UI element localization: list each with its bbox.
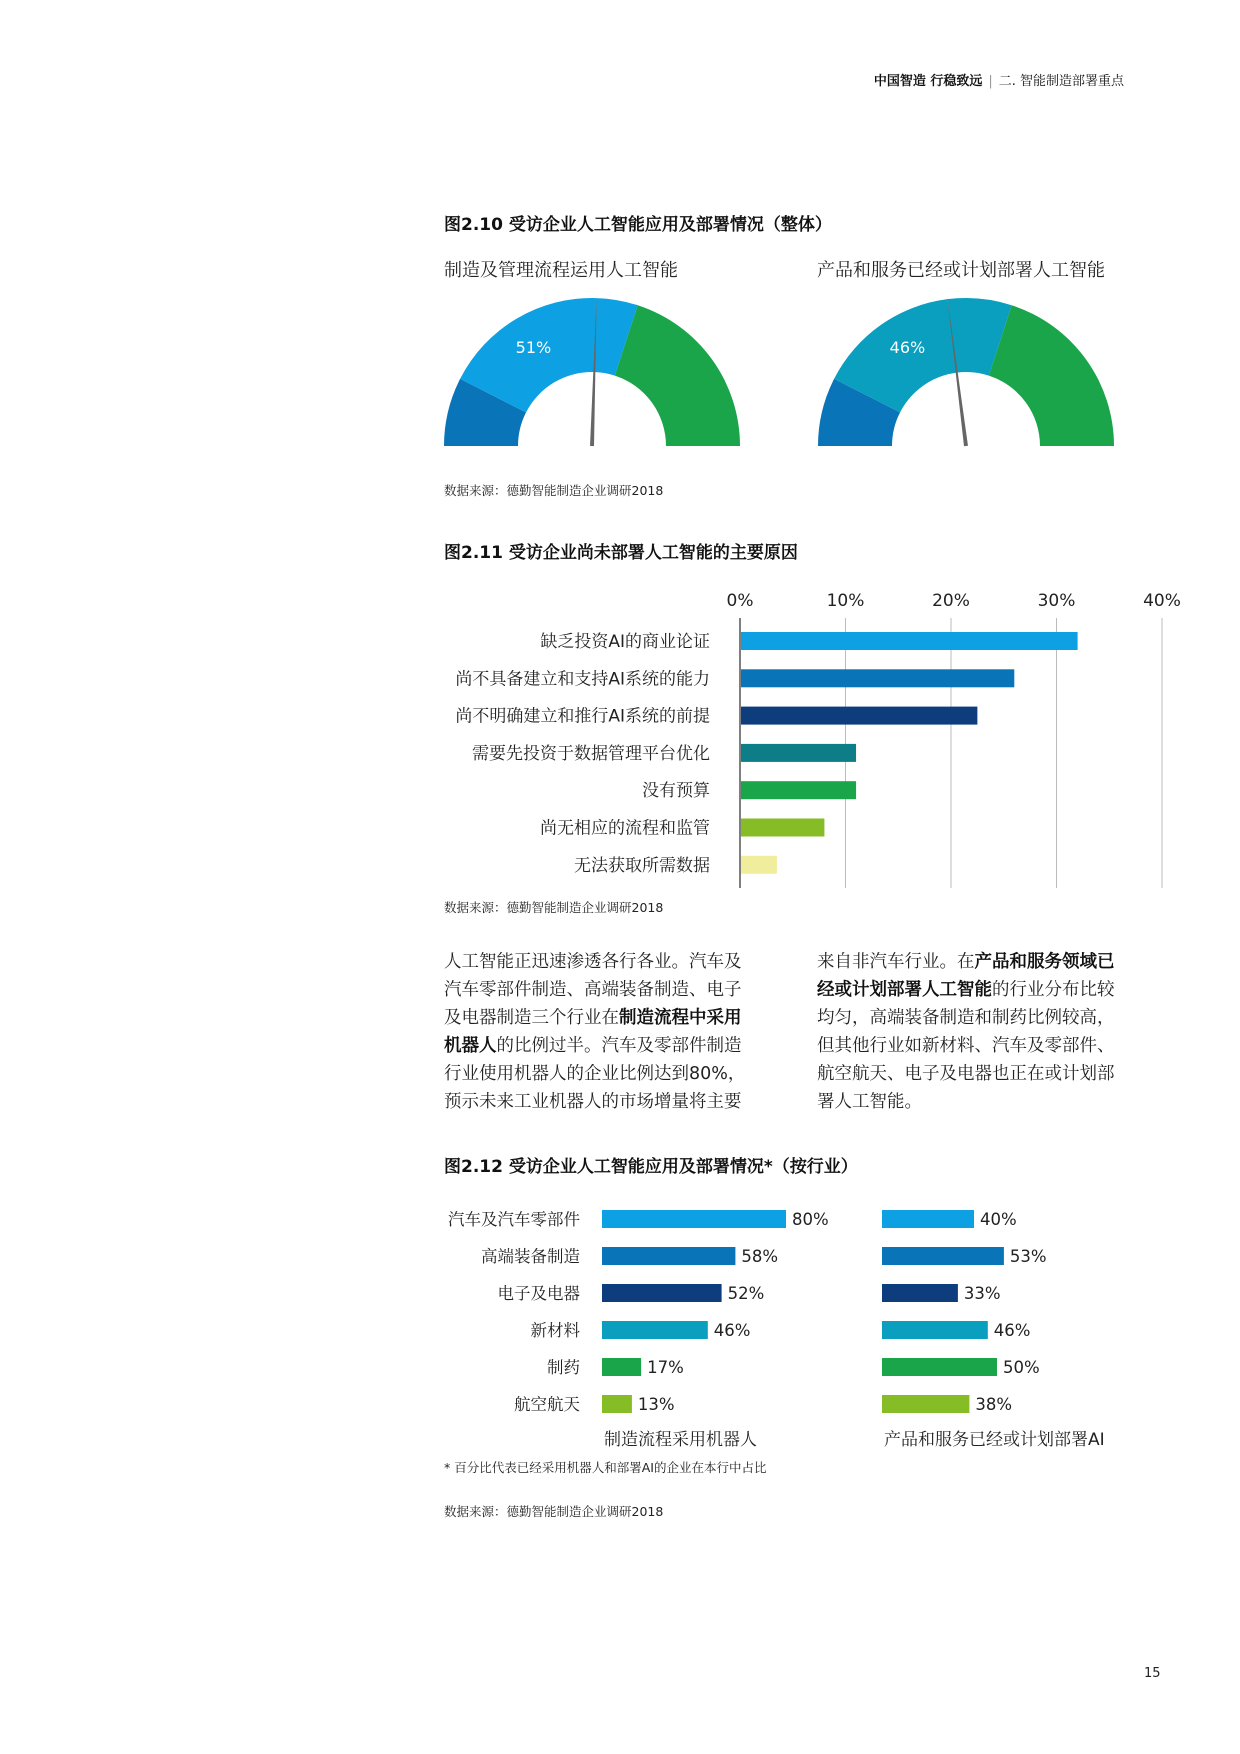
bar — [741, 856, 777, 874]
bar — [882, 1358, 997, 1376]
category-label: 无法获取所需数据 — [574, 855, 710, 876]
data-label: 33% — [963, 1284, 1001, 1303]
text-line — [444, 1032, 794, 1060]
bar — [741, 632, 1078, 650]
data-label: 53% — [1009, 1247, 1047, 1266]
plain-text: 但其他行业如新材料、汽车及零部件、 — [817, 1036, 1115, 1056]
plain-text: 的比例过半。汽车及零部件制造 — [496, 1036, 742, 1056]
gauge-segment — [615, 305, 740, 446]
section-title: 二. 智能制造部署重点 — [998, 74, 1124, 89]
bar — [741, 744, 856, 762]
fig210-title: 图2.10 受访企业人工智能应用及部署情况（整体） — [444, 215, 832, 235]
category-label: 航空航天 — [514, 1395, 580, 1414]
fig211-title: 图2.11 受访企业尚未部署人工智能的主要原因 — [444, 543, 798, 563]
plain-text: 航空航天、电子及电器也正在或计划部 — [817, 1064, 1115, 1084]
category-label: 没有预算 — [642, 781, 710, 802]
data-label: 46% — [993, 1321, 1031, 1340]
gauge-left — [444, 294, 740, 446]
fig211-source: 数据来源：德勤智能制造企业调研2018 — [444, 900, 664, 915]
category-label: 缺乏投资AI的商业论证 — [540, 632, 710, 652]
bar — [882, 1247, 1004, 1265]
plain-text: 的行业分布比较 — [992, 980, 1115, 1000]
category-label: 新材料 — [530, 1321, 580, 1340]
category-label: 高端装备制造 — [481, 1247, 580, 1266]
gauge-value-label: 51% — [515, 338, 552, 358]
bar — [741, 781, 856, 799]
data-label: 50% — [1003, 1358, 1040, 1377]
emphasis-text: 制造流程中采用 — [619, 1008, 742, 1028]
fig210-right-subtitle: 产品和服务已经或计划部署人工智能 — [817, 260, 1105, 281]
fig212-source: 数据来源：德勤智能制造企业调研2018 — [444, 1504, 664, 1519]
bar — [602, 1358, 641, 1376]
data-label: 13% — [637, 1395, 675, 1414]
plain-text: 及电器制造三个行业在 — [444, 1008, 619, 1028]
data-label: 58% — [741, 1247, 779, 1266]
plain-text: 来自非汽车行业。在 — [817, 952, 975, 972]
running-header — [874, 70, 1124, 89]
text-line — [817, 1032, 1167, 1060]
bar — [602, 1210, 786, 1228]
text-line — [817, 948, 1167, 976]
bar — [602, 1395, 632, 1413]
page-number: 15 — [1144, 1666, 1161, 1681]
emphasis-text: 产品和服务领域已 — [974, 952, 1115, 972]
series-label: 制造流程采用机器人 — [604, 1430, 757, 1450]
bar — [602, 1284, 722, 1302]
category-label: 需要先投资于数据管理平台优化 — [472, 743, 710, 764]
emphasis-text: 经或计划部署人工智能 — [817, 980, 992, 1000]
body-text-left — [444, 948, 794, 1116]
plain-text: 预示未来工业机器人的市场增量将主要 — [444, 1092, 742, 1112]
data-label: 38% — [975, 1395, 1013, 1414]
text-line — [444, 1004, 794, 1032]
gauge-segment — [989, 305, 1114, 446]
bar — [602, 1321, 708, 1339]
x-tick-label: 10% — [826, 591, 865, 611]
report-title: 中国智造 行稳致远 — [873, 74, 983, 89]
bar — [741, 819, 824, 837]
x-tick-label: 0% — [726, 591, 754, 611]
x-tick-label: 30% — [1037, 591, 1076, 611]
text-line — [817, 1088, 1167, 1116]
category-label: 尚不具备建立和支持AI系统的能力 — [455, 669, 710, 690]
x-tick-label: 20% — [932, 591, 970, 611]
plain-text: 行业使用机器人的企业比例达到80%， — [444, 1064, 746, 1084]
bar — [882, 1210, 974, 1228]
text-line — [444, 1060, 794, 1088]
bar — [741, 669, 1014, 687]
bar — [741, 707, 977, 725]
fig212-chart — [0, 1195, 1240, 1455]
plain-text: 汽车零部件制造、高端装备制造、电子 — [444, 980, 742, 1000]
text-line — [444, 1088, 794, 1116]
plain-text: 均匀，高端装备制造和制药比例较高， — [817, 1008, 1115, 1028]
fig210-left-subtitle: 制造及管理流程运用人工智能 — [444, 260, 678, 281]
data-label: 40% — [980, 1210, 1017, 1229]
data-label: 80% — [792, 1210, 829, 1229]
bar — [882, 1395, 969, 1413]
text-line — [444, 976, 794, 1004]
category-label: 尚无相应的流程和监管 — [540, 818, 710, 839]
text-line — [444, 948, 794, 976]
fig210-source: 数据来源：德勤智能制造企业调研2018 — [444, 483, 664, 498]
gauge-right — [818, 295, 1114, 446]
series-1 — [602, 1210, 829, 1450]
category-label: 电子及电器 — [497, 1284, 580, 1303]
series-label: 产品和服务已经或计划部署AI — [884, 1430, 1105, 1450]
plain-text: 署人工智能。 — [817, 1092, 922, 1112]
gauge-value-label: 46% — [889, 338, 926, 358]
category-label: 尚不明确建立和推行AI系统的前提 — [455, 706, 710, 727]
category-label: 汽车及汽车零部件 — [448, 1210, 580, 1229]
emphasis-text: 机器人 — [444, 1036, 497, 1056]
text-line — [817, 1004, 1167, 1032]
bar — [602, 1247, 735, 1265]
fig210-gauges — [0, 280, 1240, 460]
text-line — [817, 976, 1167, 1004]
fig212-title: 图2.12 受访企业人工智能应用及部署情况*（按行业） — [444, 1157, 858, 1177]
bar — [882, 1321, 988, 1339]
plain-text: 人工智能正迅速渗透各行各业。汽车及 — [444, 952, 742, 972]
header-separator: | — [988, 74, 993, 89]
text-line — [817, 1060, 1167, 1088]
bar — [882, 1284, 958, 1302]
body-text-right — [817, 948, 1167, 1116]
series-2 — [882, 1210, 1105, 1450]
data-label: 52% — [727, 1284, 765, 1303]
fig212-footnote: * 百分比代表已经采用机器人和部署AI的企业在本行中占比 — [444, 1460, 767, 1475]
data-label: 17% — [647, 1358, 684, 1377]
category-label: 制药 — [547, 1358, 580, 1377]
x-tick-label: 40% — [1143, 591, 1181, 611]
fig211-chart — [0, 580, 1240, 900]
data-label: 46% — [713, 1321, 751, 1340]
